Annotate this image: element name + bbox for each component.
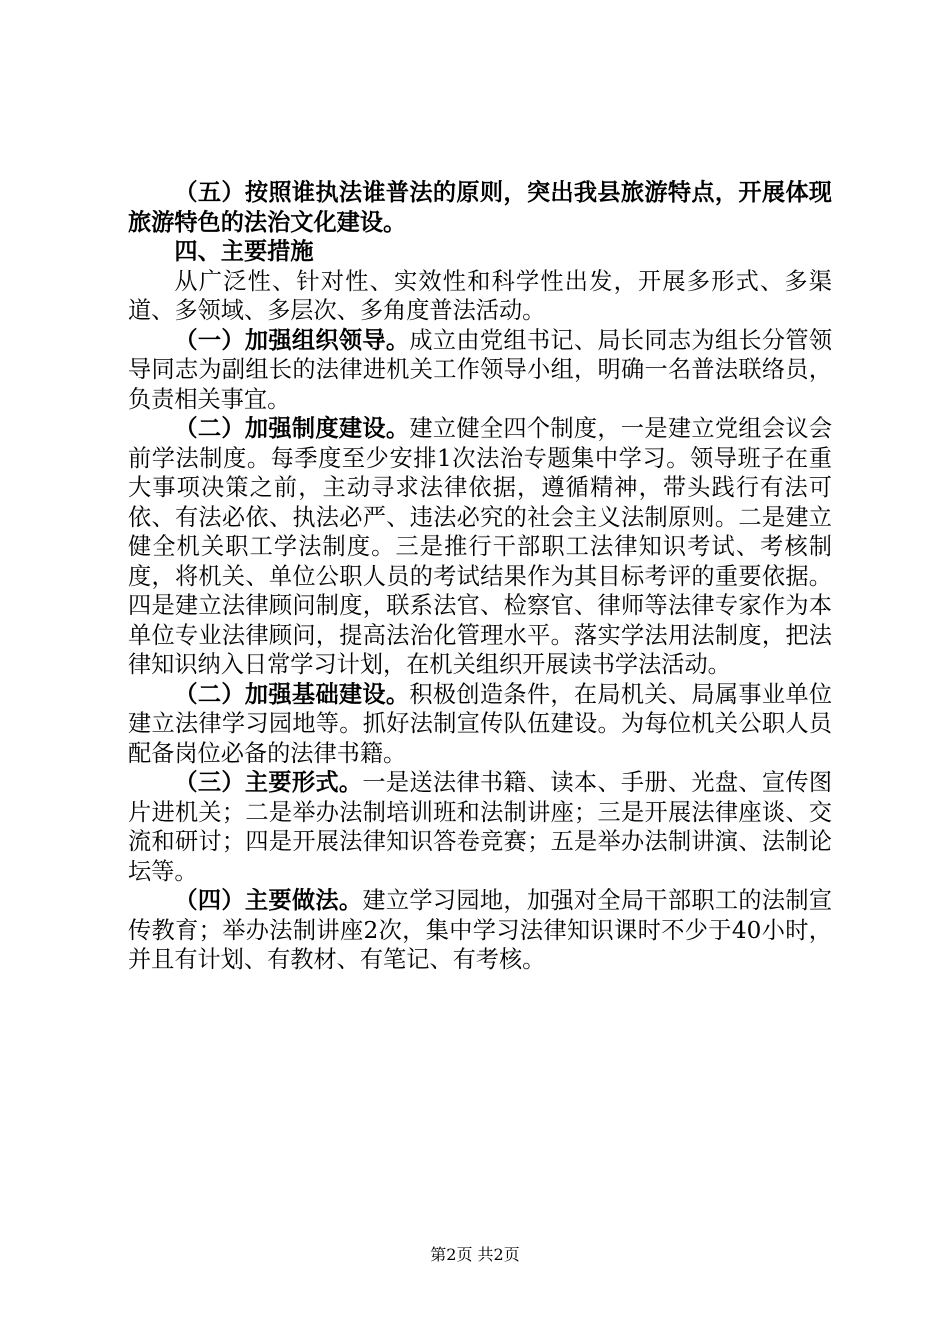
paragraph-text: 一是送法律书籍、读本、手册、光盘、宣传图片进机关；二是举办法制培训班和法制讲座；三是开展法律座谈、交流和研讨；四是开展法律知识答卷竞赛；五是举办法制讲演、法制论坛等。 — [128, 769, 833, 885]
page-footer — [0, 1245, 950, 1265]
paragraph-foundation — [128, 680, 832, 769]
paragraph-system-building — [128, 414, 832, 680]
paragraph-intro — [128, 267, 832, 326]
paragraph-organization — [128, 326, 832, 415]
paragraph-practices — [128, 886, 832, 975]
paragraph-text: 成立由党组书记、局长同志为组长分管领导同志为副组长的法律进机关工作领导小组，明确一名普法联络员，负责相关事宜。 — [128, 326, 833, 413]
paragraph-text: 建立学习园地，加强对全局干部职工的法制宣传教育；举办法制讲座2次，集中学习法律知识课时不少于40小时，并且有计划、有教材、有笔记、有考核。 — [128, 887, 833, 973]
paragraph-text: （五）按照谁执法谁普法的原则，突出我县旅游特点，开展体现旅游特色的法治文化建设。 — [128, 179, 832, 236]
document-body — [128, 178, 832, 975]
section-heading-text: 四、主要措施 — [174, 238, 314, 265]
paragraph-principle-five — [128, 178, 832, 237]
paragraph-text: 建立健全四个制度，一是建立党组会议会前学法制度。每季度至少安排1次法治专题集中学习。领导班子在重大事项决策之前，主动寻求法律依据，遵循精神，带头践行有法可依、有法必依、执法必严、违法必究的社会主义法制原则。二是建立健全机关职工学法制度。三是推行干部职工法律知识考试、考核制度，将机关、单位公职人员的考试结果作为其目标考评的重要依据。四是建立法律顾问制度，联系法官、检察官、律师等法律专家作为本单位专业法律顾问，提高法治化管理水平。落实学法用法制度，把法律知识纳入日常学习计划，在机关组织开展读书学法活动。 — [128, 415, 833, 678]
paragraph-lead: （二）加强基础建设。 — [174, 680, 410, 708]
section-heading-measures — [128, 237, 832, 267]
paragraph-forms — [128, 768, 832, 886]
paragraph-text: 积极创造条件，在局机关、局属事业单位建立法律学习园地等。抓好法制宣传队伍建设。为每位机关公职人员配备岗位必备的法律书籍。 — [128, 680, 833, 767]
paragraph-lead: （三）主要形式。 — [174, 769, 363, 796]
page-number: 第2页 共2页 — [430, 1245, 520, 1264]
paragraph-lead: （四）主要做法。 — [174, 887, 363, 914]
paragraph-text: 从广泛性、针对性、实效性和科学性出发，开展多形式、多渠道、多领域、多层次、多角度普法活动。 — [128, 267, 832, 324]
paragraph-lead: （二）加强制度建设。 — [174, 415, 410, 442]
paragraph-lead: （一）加强组织领导。 — [174, 326, 410, 354]
